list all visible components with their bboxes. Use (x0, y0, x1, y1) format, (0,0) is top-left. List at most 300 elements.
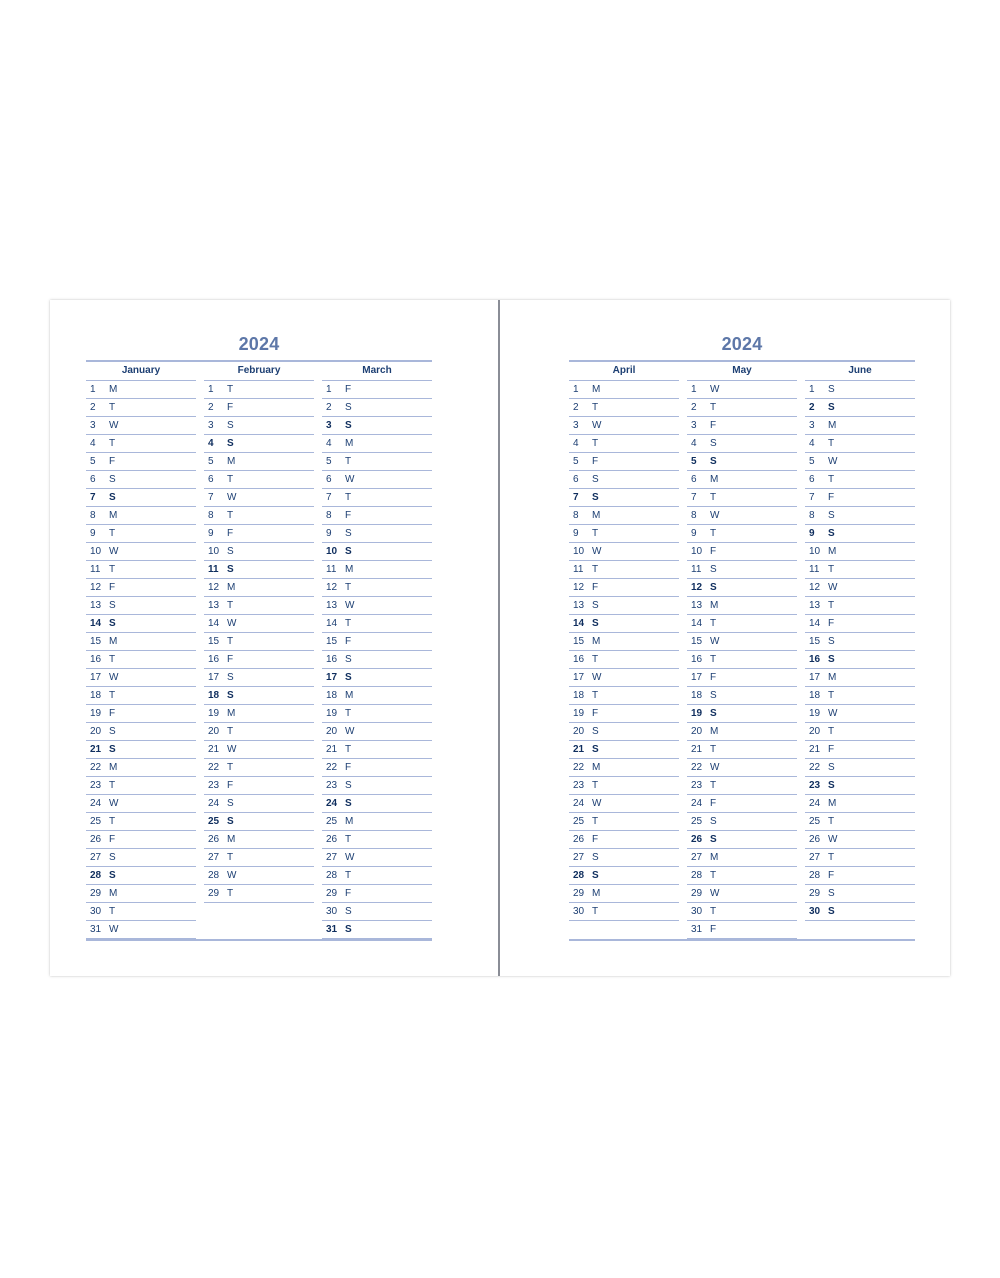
weekday-letter: T (710, 906, 717, 917)
day-number: 30 (691, 906, 703, 917)
weekday-letter: S (592, 474, 599, 485)
day-row (204, 435, 314, 453)
day-row (569, 435, 679, 453)
day-number: 19 (90, 708, 102, 719)
day-number: 25 (208, 816, 220, 827)
weekday-letter: S (227, 816, 234, 827)
day-row (569, 867, 679, 885)
day-row (86, 471, 196, 489)
day-row (86, 723, 196, 741)
day-row (204, 651, 314, 669)
day-row (687, 723, 797, 741)
weekday-letter: S (345, 906, 352, 917)
weekday-letter: T (710, 870, 717, 881)
day-number: 4 (208, 438, 214, 449)
day-row (86, 489, 196, 507)
day-row (805, 885, 915, 903)
day-row (86, 615, 196, 633)
day-row (204, 615, 314, 633)
day-number: 28 (208, 870, 220, 881)
day-row (805, 525, 915, 543)
weekday-letter: S (592, 492, 599, 503)
weekday-letter: F (227, 654, 234, 665)
weekday-letter: T (828, 438, 835, 449)
day-number: 6 (691, 474, 697, 485)
day-number: 1 (90, 384, 96, 395)
day-number: 1 (326, 384, 332, 395)
weekday-letter: T (828, 852, 835, 863)
weekday-letter: T (227, 510, 234, 521)
day-number: 28 (691, 870, 703, 881)
weekday-letter: M (345, 438, 354, 449)
day-number: 22 (326, 762, 338, 773)
day-number: 2 (691, 402, 697, 413)
weekday-letter: T (109, 402, 116, 413)
day-number: 4 (90, 438, 96, 449)
weekday-letter: F (710, 798, 717, 809)
day-row (322, 417, 432, 435)
day-row (569, 795, 679, 813)
weekday-letter: W (828, 708, 838, 719)
day-row (86, 399, 196, 417)
day-number: 12 (809, 582, 821, 593)
day-row (322, 723, 432, 741)
day-number: 5 (208, 456, 214, 467)
day-row (687, 795, 797, 813)
weekday-letter: W (710, 888, 720, 899)
day-row (86, 759, 196, 777)
weekday-letter: T (710, 528, 717, 539)
day-number: 21 (208, 744, 220, 755)
day-row (322, 669, 432, 687)
day-row (322, 759, 432, 777)
weekday-letter: S (345, 528, 352, 539)
weekday-letter: W (109, 672, 119, 683)
day-row (204, 489, 314, 507)
weekday-letter: F (345, 510, 352, 521)
day-row (204, 831, 314, 849)
day-number: 27 (208, 852, 220, 863)
weekday-letter: F (592, 456, 599, 467)
weekday-letter: M (109, 384, 118, 395)
weekday-letter: T (592, 690, 599, 701)
day-row (805, 777, 915, 795)
day-number: 13 (208, 600, 220, 611)
day-number: 11 (326, 564, 337, 575)
day-number: 17 (208, 672, 220, 683)
weekday-letter: F (710, 924, 717, 935)
weekday-letter: T (592, 654, 599, 665)
day-number: 13 (326, 600, 338, 611)
day-row (805, 489, 915, 507)
day-number: 4 (691, 438, 697, 449)
weekday-letter: S (828, 636, 835, 647)
day-number: 17 (573, 672, 585, 683)
weekday-letter: F (345, 762, 352, 773)
weekday-letter: F (828, 492, 835, 503)
weekday-letter: F (109, 582, 116, 593)
day-number: 9 (90, 528, 96, 539)
month-name: June (805, 362, 915, 381)
weekday-letter: M (828, 420, 837, 431)
day-row (805, 903, 915, 921)
day-row (569, 489, 679, 507)
month-name: February (204, 362, 314, 381)
weekday-letter: M (345, 816, 354, 827)
day-number: 3 (326, 420, 332, 431)
weekday-letter: T (345, 744, 352, 755)
day-number: 8 (691, 510, 697, 521)
weekday-letter: S (592, 600, 599, 611)
year-heading: 2024 (238, 334, 280, 354)
day-number: 14 (573, 618, 585, 629)
day-number: 26 (809, 834, 821, 845)
day-number: 24 (326, 798, 338, 809)
weekday-letter: F (828, 618, 835, 629)
weekday-letter: S (710, 582, 717, 593)
day-row (86, 669, 196, 687)
day-row (204, 849, 314, 867)
day-number: 15 (691, 636, 703, 647)
month-column-february (204, 362, 314, 903)
day-number: 2 (208, 402, 214, 413)
day-row (687, 543, 797, 561)
day-number: 16 (573, 654, 585, 665)
day-number: 20 (691, 726, 703, 737)
day-row (204, 795, 314, 813)
day-row (569, 831, 679, 849)
day-row (322, 903, 432, 921)
weekday-letter: M (345, 690, 354, 701)
day-row (687, 813, 797, 831)
day-row (322, 849, 432, 867)
day-row (322, 579, 432, 597)
day-number: 24 (809, 798, 821, 809)
day-row (687, 579, 797, 597)
day-number: 3 (90, 420, 96, 431)
day-number: 13 (691, 600, 703, 611)
day-number: 9 (208, 528, 214, 539)
day-row (687, 633, 797, 651)
weekday-letter: T (710, 654, 717, 665)
day-number: 3 (691, 420, 697, 431)
day-number: 5 (691, 456, 697, 467)
weekday-letter: F (345, 636, 352, 647)
day-number: 5 (573, 456, 579, 467)
day-number: 6 (573, 474, 579, 485)
day-number: 3 (809, 420, 815, 431)
weekday-letter: S (109, 870, 116, 881)
day-row (687, 741, 797, 759)
weekday-letter: M (710, 852, 719, 863)
day-row (86, 777, 196, 795)
day-number: 17 (326, 672, 338, 683)
day-number: 18 (90, 690, 102, 701)
day-row (204, 885, 314, 903)
day-row (322, 813, 432, 831)
day-row (805, 471, 915, 489)
weekday-letter: T (227, 600, 234, 611)
day-row (322, 597, 432, 615)
day-number: 31 (90, 924, 102, 935)
day-row (322, 777, 432, 795)
day-number: 28 (326, 870, 338, 881)
day-list (569, 381, 679, 921)
day-number: 26 (208, 834, 220, 845)
weekday-letter: F (345, 384, 352, 395)
month-name: March (322, 362, 432, 381)
weekday-letter: T (828, 690, 835, 701)
weekday-letter: T (345, 870, 352, 881)
day-row (569, 885, 679, 903)
weekday-letter: M (592, 384, 601, 395)
day-row (204, 543, 314, 561)
day-number: 16 (326, 654, 338, 665)
day-row (805, 849, 915, 867)
day-number: 29 (691, 888, 703, 899)
weekday-letter: T (227, 726, 234, 737)
day-number: 2 (326, 402, 332, 413)
weekday-letter: F (710, 672, 717, 683)
weekday-letter: T (592, 564, 599, 575)
day-number: 21 (809, 744, 821, 755)
weekday-letter: T (227, 474, 234, 485)
weekday-letter: W (710, 510, 720, 521)
weekday-letter: M (592, 636, 601, 647)
weekday-letter: T (828, 816, 835, 827)
day-row (569, 849, 679, 867)
day-number: 4 (809, 438, 815, 449)
day-row (687, 525, 797, 543)
day-number: 18 (326, 690, 338, 701)
weekday-letter: S (345, 654, 352, 665)
day-number: 8 (326, 510, 332, 521)
day-row (687, 507, 797, 525)
weekday-letter: W (828, 834, 838, 845)
day-number: 4 (573, 438, 579, 449)
year-heading: 2024 (721, 334, 763, 354)
weekday-letter: S (828, 888, 835, 899)
day-number: 19 (809, 708, 821, 719)
day-row (204, 417, 314, 435)
day-number: 8 (573, 510, 579, 521)
day-number: 28 (809, 870, 821, 881)
day-number: 1 (691, 384, 697, 395)
weekday-letter: S (710, 456, 717, 467)
day-number: 23 (326, 780, 338, 791)
day-number: 6 (90, 474, 96, 485)
day-number: 30 (573, 906, 585, 917)
weekday-letter: T (109, 906, 116, 917)
weekday-letter: T (828, 564, 835, 575)
weekday-letter: S (710, 708, 717, 719)
month-column-january (86, 362, 196, 939)
day-row (687, 399, 797, 417)
day-number: 17 (90, 672, 102, 683)
day-list (204, 381, 314, 903)
weekday-letter: M (710, 726, 719, 737)
day-row (204, 453, 314, 471)
day-list (86, 381, 196, 939)
day-row (322, 867, 432, 885)
day-number: 31 (691, 924, 703, 935)
day-number: 22 (691, 762, 703, 773)
day-row (569, 399, 679, 417)
weekday-letter: S (592, 852, 599, 863)
day-row (569, 453, 679, 471)
weekday-letter: F (828, 744, 835, 755)
day-number: 27 (809, 852, 821, 863)
day-number: 1 (208, 384, 214, 395)
day-row (322, 525, 432, 543)
weekday-letter: M (710, 474, 719, 485)
day-row (805, 687, 915, 705)
day-number: 30 (90, 906, 102, 917)
day-number: 23 (691, 780, 703, 791)
weekday-letter: T (227, 636, 234, 647)
day-number: 20 (90, 726, 102, 737)
day-row (569, 615, 679, 633)
day-number: 9 (573, 528, 579, 539)
day-row (322, 705, 432, 723)
weekday-letter: T (710, 618, 717, 629)
month-name: January (86, 362, 196, 381)
day-row (687, 453, 797, 471)
weekday-letter: W (828, 456, 838, 467)
day-number: 19 (573, 708, 585, 719)
day-row (86, 633, 196, 651)
day-row (569, 903, 679, 921)
day-row (204, 579, 314, 597)
day-number: 13 (573, 600, 585, 611)
weekday-letter: M (828, 672, 837, 683)
weekday-letter: T (828, 726, 835, 737)
weekday-letter: W (345, 474, 355, 485)
weekday-letter: S (592, 618, 599, 629)
day-number: 26 (691, 834, 703, 845)
month-column-june (805, 362, 915, 921)
weekday-letter: T (828, 600, 835, 611)
day-number: 12 (691, 582, 703, 593)
weekday-letter: W (227, 492, 237, 503)
day-row (569, 777, 679, 795)
day-number: 25 (573, 816, 585, 827)
day-row (569, 669, 679, 687)
weekday-letter: S (828, 510, 835, 521)
weekday-letter: W (345, 726, 355, 737)
day-row (569, 525, 679, 543)
day-number: 20 (573, 726, 585, 737)
day-row (86, 849, 196, 867)
weekday-letter: T (345, 618, 352, 629)
day-row (687, 381, 797, 399)
weekday-letter: F (592, 582, 599, 593)
weekday-letter: M (710, 600, 719, 611)
day-row (687, 597, 797, 615)
weekday-letter: F (710, 420, 717, 431)
day-number: 8 (208, 510, 214, 521)
day-row (805, 831, 915, 849)
day-number: 7 (90, 492, 96, 503)
day-number: 2 (90, 402, 96, 413)
day-row (569, 543, 679, 561)
weekday-letter: F (109, 708, 116, 719)
weekday-letter: T (345, 456, 352, 467)
day-number: 10 (691, 546, 703, 557)
weekday-letter: M (227, 708, 236, 719)
weekday-letter: F (227, 402, 234, 413)
day-row (204, 759, 314, 777)
day-row (204, 561, 314, 579)
day-row (805, 507, 915, 525)
weekday-letter: W (227, 870, 237, 881)
weekday-letter: M (592, 762, 601, 773)
day-number: 18 (809, 690, 821, 701)
day-number: 26 (573, 834, 585, 845)
day-row (687, 489, 797, 507)
day-number: 9 (809, 528, 815, 539)
day-number: 16 (809, 654, 821, 665)
weekday-letter: M (592, 888, 601, 899)
day-list (805, 381, 915, 921)
weekday-letter: S (828, 762, 835, 773)
weekday-letter: T (227, 762, 234, 773)
day-row (569, 687, 679, 705)
day-number: 10 (809, 546, 821, 557)
day-row (322, 741, 432, 759)
day-number: 5 (326, 456, 332, 467)
day-row (86, 903, 196, 921)
day-row (687, 705, 797, 723)
day-number: 12 (573, 582, 585, 593)
weekday-letter: T (109, 780, 116, 791)
day-row (322, 633, 432, 651)
day-number: 15 (208, 636, 220, 647)
day-row (322, 435, 432, 453)
day-number: 3 (573, 420, 579, 431)
day-row (86, 507, 196, 525)
day-number: 17 (809, 672, 821, 683)
day-number: 17 (691, 672, 703, 683)
weekday-letter: F (592, 708, 599, 719)
day-number: 7 (691, 492, 697, 503)
day-row (805, 453, 915, 471)
weekday-letter: T (109, 438, 116, 449)
day-number: 11 (691, 564, 702, 575)
day-row (687, 849, 797, 867)
day-row (322, 651, 432, 669)
day-number: 26 (326, 834, 338, 845)
weekday-letter: F (227, 528, 234, 539)
day-number: 7 (208, 492, 214, 503)
weekday-letter: S (109, 474, 116, 485)
day-number: 24 (573, 798, 585, 809)
weekday-letter: W (592, 672, 602, 683)
weekday-letter: M (109, 888, 118, 899)
day-number: 13 (90, 600, 102, 611)
day-number: 4 (326, 438, 332, 449)
day-row (322, 489, 432, 507)
day-row (86, 813, 196, 831)
day-number: 29 (573, 888, 585, 899)
day-number: 7 (573, 492, 579, 503)
day-number: 10 (208, 546, 220, 557)
day-number: 25 (691, 816, 703, 827)
weekday-letter: S (592, 744, 599, 755)
weekday-letter: T (227, 384, 234, 395)
day-row (204, 741, 314, 759)
weekday-letter: W (710, 384, 720, 395)
